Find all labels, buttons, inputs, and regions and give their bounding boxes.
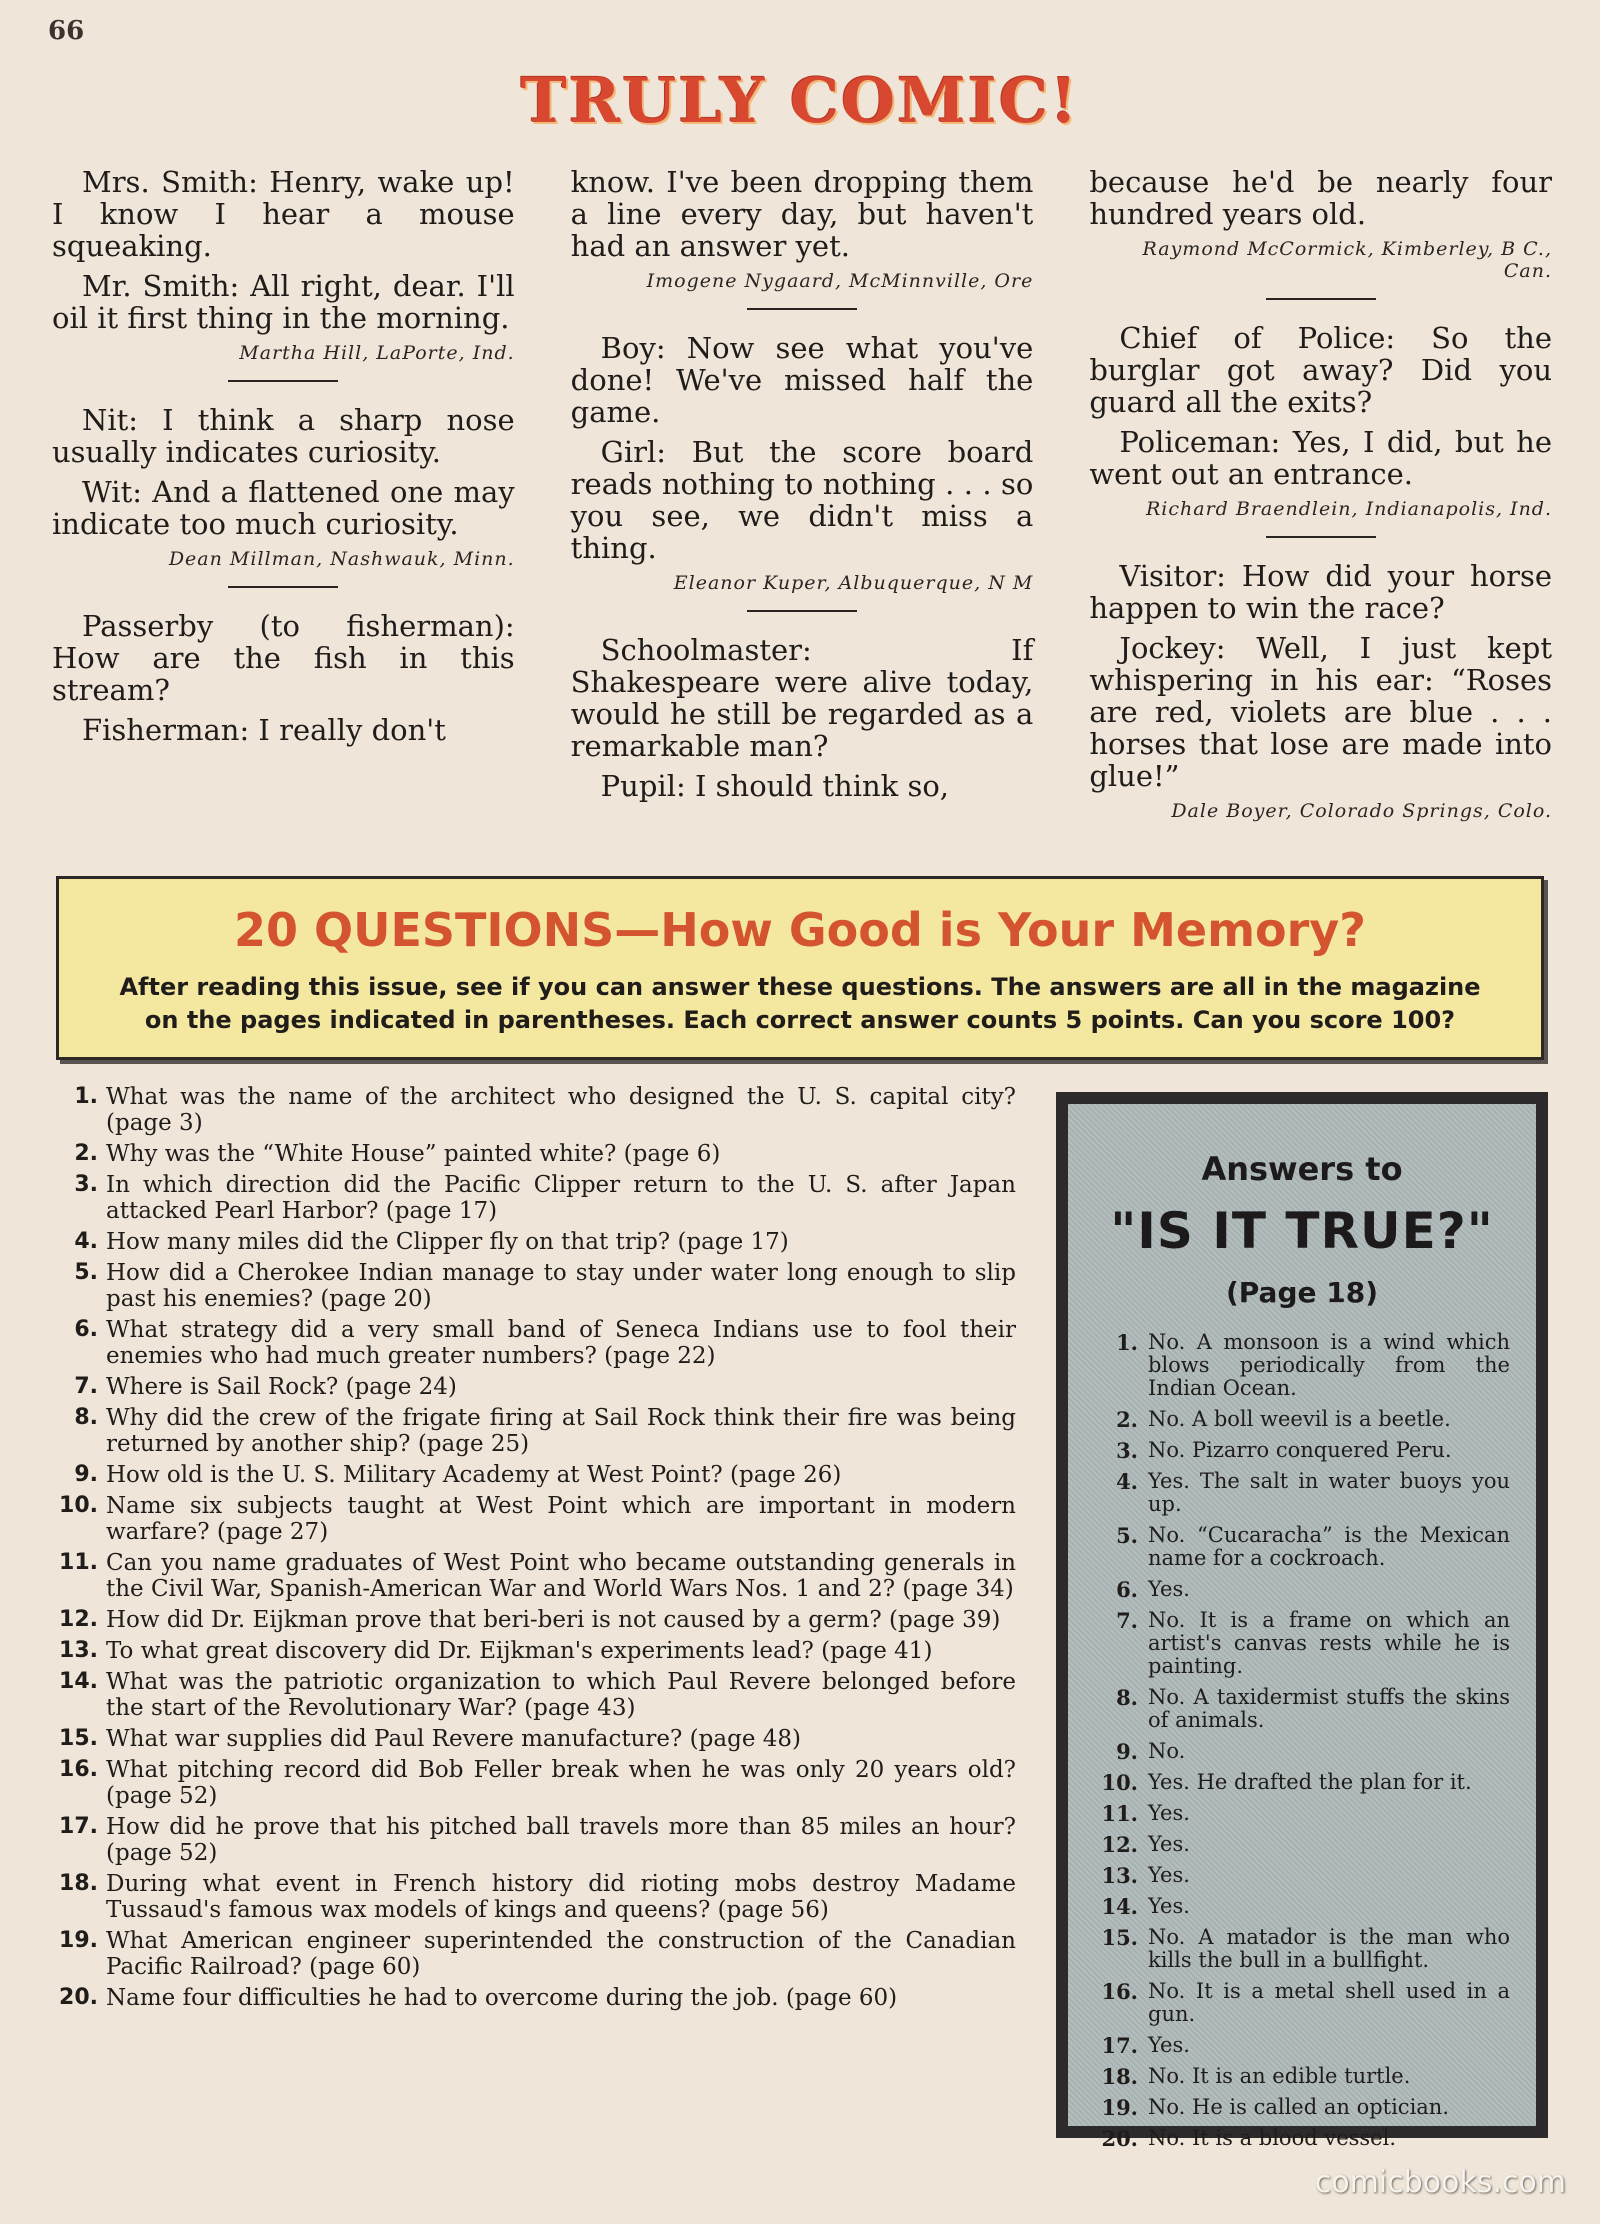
answer-text: No. bbox=[1148, 1739, 1186, 1763]
question-number: 6. bbox=[74, 1317, 98, 1342]
answer-item bbox=[1094, 1740, 1510, 1763]
joke-line: Fisherman: I really don't bbox=[82, 713, 446, 747]
joke-separator bbox=[1266, 298, 1376, 300]
answer-text: Yes. bbox=[1148, 1801, 1190, 1825]
answers-box bbox=[1056, 1092, 1548, 2151]
joke-line: Chief of Police: So the burglar got away? Did you guard all the exits? bbox=[1089, 321, 1553, 419]
question-number: 18. bbox=[59, 1871, 98, 1896]
answer-item bbox=[1094, 1895, 1510, 1918]
answers-panel bbox=[1068, 1104, 1536, 2151]
answer-text: Yes. bbox=[1148, 1577, 1190, 1601]
joke-line: Visitor: How did your horse happen to win the race? bbox=[1089, 559, 1553, 625]
answer-text: No. It is a metal shell used in a gun. bbox=[1148, 1979, 1510, 2026]
answer-number: 1. bbox=[1116, 1330, 1138, 1355]
answer-text: No. “Cucaracha” is the Mexican name for a cockroach. bbox=[1148, 1523, 1510, 1570]
question-item bbox=[56, 1493, 1016, 1545]
question-number: 2. bbox=[74, 1141, 98, 1166]
answer-item bbox=[1094, 1524, 1510, 1570]
answer-item bbox=[1094, 2065, 1510, 2088]
joke-separator bbox=[228, 380, 338, 382]
answer-number: 5. bbox=[1116, 1523, 1138, 1548]
question-number: 10. bbox=[59, 1493, 98, 1518]
answer-item bbox=[1094, 1771, 1510, 1794]
joke-line: Policeman: Yes, I did, but he went out an entrance. bbox=[1089, 425, 1553, 491]
answer-number: 8. bbox=[1116, 1685, 1138, 1710]
question-text: Can you name graduates of West Point who became outstanding generals in the Civil War, Spanish-American War and World Wars Nos. 1 and 2? (page 34) bbox=[106, 1550, 1016, 1602]
joke-line: know. I've been dropping them a line every day, but haven't had an answer yet. bbox=[570, 165, 1034, 263]
answer-item bbox=[1094, 1686, 1510, 1732]
answer-number: 6. bbox=[1116, 1577, 1138, 1602]
question-item bbox=[56, 1084, 1016, 1136]
answer-number: 20. bbox=[1101, 2126, 1138, 2151]
watermark: comicbooks.com bbox=[1314, 2165, 1566, 2200]
question-number: 7. bbox=[74, 1374, 98, 1399]
question-number: 12. bbox=[59, 1607, 98, 1632]
answer-number: 14. bbox=[1101, 1894, 1138, 1919]
question-text: Name six subjects taught at West Point which are important in modern warfare? (page 27) bbox=[106, 1493, 1016, 1545]
question-text: How did Dr. Eijkman prove that beri-beri is not caused by a germ? (page 39) bbox=[106, 1607, 1001, 1633]
question-number: 19. bbox=[59, 1928, 98, 1953]
question-number: 11. bbox=[59, 1550, 98, 1575]
answer-number: 2. bbox=[1116, 1407, 1138, 1432]
answer-number: 16. bbox=[1101, 1979, 1138, 2004]
answer-text: No. A taxidermist stuffs the skins of animals. bbox=[1148, 1685, 1510, 1732]
answer-number: 9. bbox=[1116, 1739, 1138, 1764]
question-item bbox=[56, 1462, 1016, 1488]
question-item bbox=[56, 1260, 1016, 1312]
joke-line: because he'd be nearly four hundred years old. bbox=[1089, 165, 1553, 231]
answer-number: 7. bbox=[1116, 1608, 1138, 1633]
question-item bbox=[56, 1229, 1016, 1255]
question-text: What was the name of the architect who designed the U. S. capital city? (page 3) bbox=[106, 1084, 1016, 1136]
answer-item bbox=[1094, 1578, 1510, 1601]
question-item bbox=[56, 1141, 1016, 1167]
quiz-title: 20 QUESTIONS—How Good is Your Memory? bbox=[234, 903, 1366, 957]
question-text: How did he prove that his pitched ball travels more than 85 miles an hour? (page 52) bbox=[106, 1814, 1016, 1866]
answer-item bbox=[1094, 2034, 1510, 2057]
question-number: 17. bbox=[59, 1814, 98, 1839]
questions-list bbox=[56, 1084, 1016, 2016]
question-number: 1. bbox=[74, 1084, 98, 1109]
answer-text: Yes. bbox=[1148, 1832, 1190, 1856]
answer-item bbox=[1094, 1331, 1510, 1400]
joke-line: Jockey: Well, I just kept whispering in his ear: “Roses are red, violets are blue . . . horses that lose are made into glue!” bbox=[1089, 631, 1553, 793]
answer-text: Yes. bbox=[1148, 2033, 1190, 2057]
answer-number: 4. bbox=[1116, 1469, 1138, 1494]
question-number: 4. bbox=[74, 1229, 98, 1254]
answer-text: Yes. The salt in water buoys you up. bbox=[1148, 1469, 1510, 1516]
answer-text: No. A boll weevil is a beetle. bbox=[1148, 1407, 1451, 1431]
answers-page-ref: (Page 18) bbox=[1225, 1276, 1378, 1309]
answer-text: No. It is a frame on which an artist's canvas rests while he is painting. bbox=[1148, 1608, 1510, 1678]
joke-line: Mrs. Smith: Henry, wake up! I know I hear a mouse squeaking. bbox=[52, 165, 515, 263]
answer-item bbox=[1094, 1833, 1510, 1856]
answer-item bbox=[1094, 1926, 1510, 1972]
question-number: 16. bbox=[59, 1757, 98, 1782]
question-item bbox=[56, 1405, 1016, 1457]
joke-line: Girl: But the score board reads nothing to nothing . . . so you see, we didn't miss a thing. bbox=[570, 435, 1034, 565]
question-number: 8. bbox=[74, 1405, 98, 1430]
answers-title: "IS IT TRUE?" bbox=[1110, 1202, 1494, 1260]
question-number: 3. bbox=[74, 1172, 98, 1197]
answer-item bbox=[1094, 1864, 1510, 1887]
question-item bbox=[56, 1550, 1016, 1602]
answer-text: Yes. bbox=[1148, 1863, 1190, 1887]
joke-credit: Dale Boyer, Colorado Springs, Colo. bbox=[1171, 800, 1553, 822]
question-number: 5. bbox=[74, 1260, 98, 1285]
answer-item bbox=[1094, 2096, 1510, 2119]
question-item bbox=[56, 1638, 1016, 1664]
answer-number: 17. bbox=[1101, 2033, 1138, 2058]
joke-separator bbox=[747, 610, 857, 612]
answer-text: No. It is an edible turtle. bbox=[1148, 2064, 1411, 2088]
question-item bbox=[56, 1928, 1016, 1980]
answer-number: 3. bbox=[1116, 1438, 1138, 1463]
joke-column bbox=[52, 166, 515, 846]
joke-line: Nit: I think a sharp nose usually indicates curiosity. bbox=[52, 403, 515, 469]
question-item bbox=[56, 1172, 1016, 1224]
question-text: What strategy did a very small band of Seneca Indians use to fool their enemies who had much greater numbers? (page 22) bbox=[106, 1317, 1016, 1369]
answer-number: 18. bbox=[1101, 2064, 1138, 2089]
question-text: What pitching record did Bob Feller break when he was only 20 years old? (page 52) bbox=[106, 1757, 1016, 1809]
question-item bbox=[56, 1814, 1016, 1866]
answer-item bbox=[1094, 1439, 1510, 1462]
question-text: Name four difficulties he had to overcome during the job. (page 60) bbox=[106, 1985, 898, 2011]
quiz-banner bbox=[56, 876, 1544, 1060]
jokes-section bbox=[52, 166, 1552, 846]
answer-item bbox=[1094, 1408, 1510, 1431]
answer-text: No. Pizarro conquered Peru. bbox=[1148, 1438, 1452, 1462]
answer-item bbox=[1094, 1609, 1510, 1678]
joke-credit: Dean Millman, Nashwauk, Minn. bbox=[168, 548, 515, 570]
question-item bbox=[56, 1726, 1016, 1752]
question-text: Why was the “White House” painted white? (page 6) bbox=[106, 1141, 721, 1167]
question-number: 9. bbox=[74, 1462, 98, 1487]
question-text: How did a Cherokee Indian manage to stay under water long enough to slip past his enemies? (page 20) bbox=[106, 1260, 1016, 1312]
joke-credit: Imogene Nygaard, McMinnville, Ore bbox=[646, 270, 1034, 292]
question-item bbox=[56, 1985, 1016, 2011]
joke-line: Schoolmaster: If Shakespeare were alive today, would he still be regarded as a remarkable man? bbox=[570, 633, 1034, 763]
question-text: Why did the crew of the frigate firing at Sail Rock think their fire was being returned by another ship? (page 25) bbox=[106, 1405, 1016, 1457]
question-item bbox=[56, 1669, 1016, 1721]
answer-number: 11. bbox=[1101, 1801, 1138, 1826]
joke-separator bbox=[1266, 536, 1376, 538]
joke-credit: Raymond McCormick, Kimberley, B C., Can. bbox=[1142, 238, 1553, 282]
question-item bbox=[56, 1871, 1016, 1923]
answers-list bbox=[1094, 1331, 1510, 2150]
question-item bbox=[56, 1374, 1016, 1400]
joke-separator bbox=[747, 308, 857, 310]
joke-credit: Martha Hill, LaPorte, Ind. bbox=[239, 342, 515, 364]
answer-item bbox=[1094, 1980, 1510, 2026]
answer-text: Yes. bbox=[1148, 1894, 1190, 1918]
question-number: 14. bbox=[59, 1669, 98, 1694]
joke-column bbox=[571, 166, 1034, 846]
joke-line: Mr. Smith: All right, dear. I'll oil it first thing in the morning. bbox=[52, 269, 515, 335]
answers-heading: Answers to bbox=[1201, 1150, 1403, 1188]
question-number: 20. bbox=[59, 1985, 98, 2010]
question-text: What was the patriotic organization to which Paul Revere belonged before the start of the Revolutionary War? (page 43) bbox=[106, 1669, 1016, 1721]
joke-credit: Eleanor Kuper, Albuquerque, N M bbox=[673, 572, 1034, 594]
joke-line: Pupil: I should think so, bbox=[600, 769, 950, 803]
answer-number: 19. bbox=[1101, 2095, 1138, 2120]
question-item bbox=[56, 1607, 1016, 1633]
answer-text: No. A matador is the man who kills the bull in a bullfight. bbox=[1148, 1925, 1510, 1972]
question-item bbox=[56, 1317, 1016, 1369]
joke-line: Wit: And a flattened one may indicate too much curiosity. bbox=[52, 475, 515, 541]
question-number: 13. bbox=[59, 1638, 98, 1663]
question-item bbox=[56, 1757, 1016, 1809]
answer-item bbox=[1094, 2127, 1510, 2150]
question-text: In which direction did the Pacific Clipper return to the U. S. after Japan attacked Pearl Harbor? (page 17) bbox=[106, 1172, 1016, 1224]
quiz-intro: After reading this issue, see if you can answer these questions. The answers are all in the magazine on the pages indicated in parentheses. Each correct answer counts 5 points. Can you score 100? bbox=[119, 973, 1481, 1034]
question-text: What war supplies did Paul Revere manufacture? (page 48) bbox=[106, 1726, 801, 1752]
answer-text: No. A monsoon is a wind which blows periodically from the Indian Ocean. bbox=[1148, 1330, 1510, 1400]
answer-text: No. He is called an optician. bbox=[1148, 2095, 1450, 2119]
question-text: How old is the U. S. Military Academy at West Point? (page 26) bbox=[106, 1462, 842, 1488]
page-number: 66 bbox=[48, 16, 85, 46]
joke-line: Passerby (to fisherman): How are the fish in this stream? bbox=[52, 609, 515, 707]
answer-text: No. It is a blood vessel. bbox=[1148, 2126, 1397, 2150]
page-title: TRULY COMIC! bbox=[520, 64, 1080, 137]
answer-text: Yes. He drafted the plan for it. bbox=[1148, 1770, 1472, 1794]
answer-number: 15. bbox=[1101, 1925, 1138, 1950]
joke-column bbox=[1089, 166, 1552, 846]
question-text: What American engineer superintended the construction of the Canadian Pacific Railroad? (page 60) bbox=[106, 1928, 1016, 1980]
question-text: Where is Sail Rock? (page 24) bbox=[106, 1374, 457, 1400]
joke-separator bbox=[228, 586, 338, 588]
answer-item bbox=[1094, 1470, 1510, 1516]
question-number: 15. bbox=[59, 1726, 98, 1751]
question-text: To what great discovery did Dr. Eijkman's experiments lead? (page 41) bbox=[106, 1638, 933, 1664]
joke-credit: Richard Braendlein, Indianapolis, Ind. bbox=[1146, 498, 1553, 520]
question-text: During what event in French history did rioting mobs destroy Madame Tussaud's famous wax models of kings and queens? (page 56) bbox=[106, 1871, 1016, 1923]
answer-item bbox=[1094, 1802, 1510, 1825]
question-text: How many miles did the Clipper fly on that trip? (page 17) bbox=[106, 1229, 789, 1255]
answer-number: 12. bbox=[1101, 1832, 1138, 1857]
answer-number: 13. bbox=[1101, 1863, 1138, 1888]
joke-line: Boy: Now see what you've done! We've missed half the game. bbox=[570, 331, 1034, 429]
answer-number: 10. bbox=[1101, 1770, 1138, 1795]
